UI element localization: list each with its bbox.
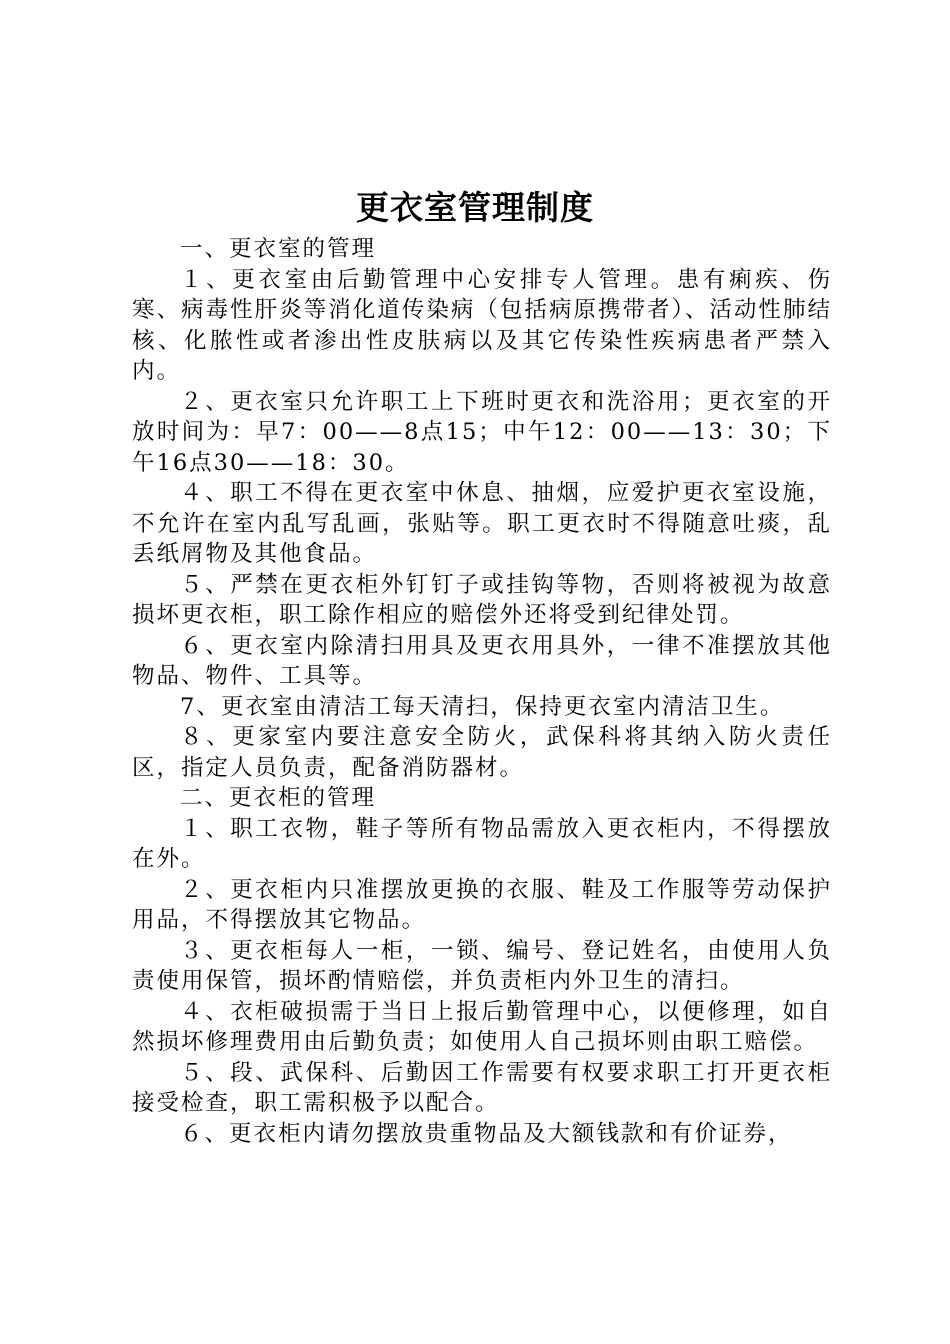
rule-paragraph: ４、衣柜破损需于当日上报后勤管理中心，以便修理，如自然损坏修理费用由后勤负责；如使用人自己损坏则由职工赔偿。: [132, 998, 832, 1055]
document-title: 更衣室管理制度: [356, 188, 594, 227]
rule-paragraph: ３、更衣柜每人一柜，一锁、编号、登记姓名，由使用人负责使用保管，损坏酌情赔偿，并负责柜内外卫生的清扫。: [132, 937, 832, 994]
section-heading-locker-room: 一、更衣室的管理: [180, 236, 377, 262]
rule-paragraph: ２、更衣柜内只准摆放更换的衣服、鞋及工作服等劳动保护用品，不得摆放其它物品。: [132, 876, 832, 933]
rule-paragraph: ６、更衣室内除清扫用具及更衣用具外，一律不准摆放其他物品、物件、工具等。: [132, 632, 832, 689]
rule-paragraph: ２、更衣室只允许职工上下班时更衣和洗浴用；更衣室的开放时间为：早7：00——8点15；中午12：00——13：30；下午16点30——18：30。: [132, 388, 832, 476]
rule-paragraph: １、职工衣物，鞋子等所有物品需放入更衣柜内，不得摆放在外。: [132, 815, 832, 872]
section-heading-lockers: 二、更衣柜的管理: [180, 785, 377, 811]
rule-paragraph: ８、更家室内要注意安全防火，武保科将其纳入防火责任区，指定人员负责，配备消防器材。: [132, 724, 832, 781]
rule-paragraph: ５、严禁在更衣柜外钉钉子或挂钩等物，否则将被视为故意损坏更衣柜，职工除作相应的赔偿外还将受到纪律处罚。: [132, 571, 832, 628]
rule-paragraph: ４、职工不得在更衣室中休息、抽烟，应爱护更衣室设施，不允许在室内乱写乱画，张贴等。职工更衣时不得随意吐痰，乱丢纸屑物及其他食品。: [132, 480, 832, 567]
rule-paragraph: １、更衣室由后勤管理中心安排专人管理。患有痢疾、伤寒、病毒性肝炎等消化道传染病（包括病原携带者）、活动性肺结核、化脓性或者渗出性皮肤病以及其它传染性疾病患者严禁入内。: [132, 266, 832, 384]
rule-paragraph: ５、段、武保科、后勤因工作需要有权要求职工打开更衣柜接受检查，职工需积极予以配合。: [132, 1059, 832, 1116]
rule-paragraph: 7、更衣室由清洁工每天清扫，保持更衣室内清洁卫生。: [180, 693, 785, 720]
document-body: [132, 234, 832, 1149]
rule-paragraph: ６、更衣柜内请勿摆放贵重物品及大额钱款和有价证券，: [180, 1120, 793, 1147]
